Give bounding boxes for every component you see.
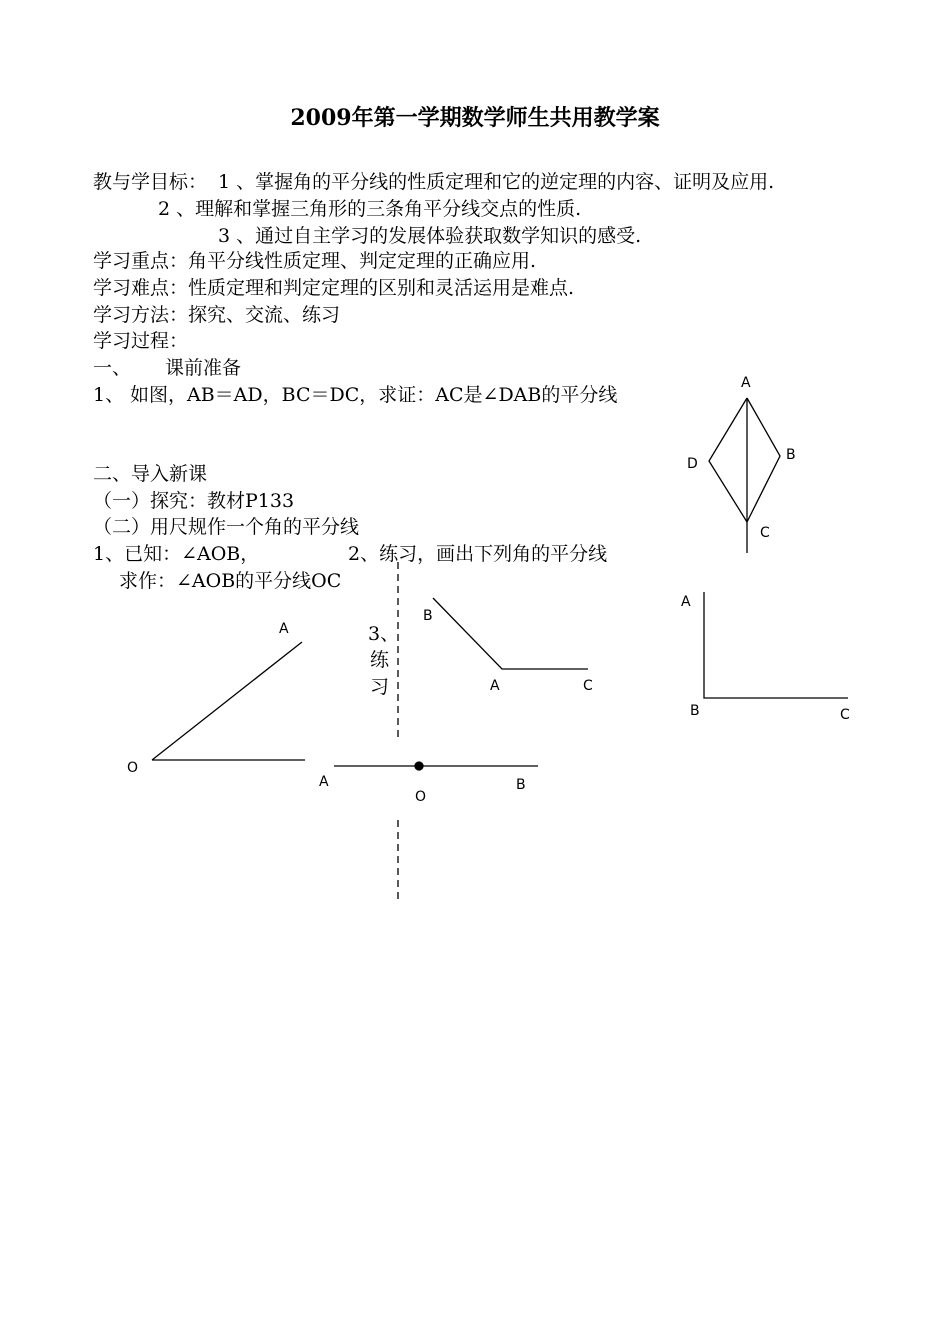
obtuse-angle-figure [433,598,588,669]
page-title: 2009年第一学期数学师生共用教学案 [290,105,660,131]
goal-item-1: 1 、掌握角的平分线的性质定理和它的逆定理的内容、证明及应用. [218,171,775,193]
obtuse-label-b: B [423,608,433,624]
goal-item-3: 3 、通过自主学习的发展体验获取数学知识的感受. [218,225,642,247]
section-2-heading: 二、导入新课 [93,463,208,485]
problem-1-text: 如图，AB＝AD，BC＝DC，求证：AC是∠DAB的平分线 [130,384,618,406]
subsection-2: （二）用尺规作一个角的平分线 [93,516,360,538]
angle-aob-figure [152,642,305,760]
kite-label-c: C [760,525,770,541]
kite-label-b: B [786,447,796,463]
goals-label: 教与学目标： [93,171,208,193]
right-angle-lines [704,592,848,698]
angle-aob-label-o: O [127,760,139,776]
exercise-3-char-2: 习 [370,676,390,698]
given-statement: 1、已知：∠AOB， [93,543,260,565]
process-heading: 学习过程： [93,330,189,352]
straight-label-b: B [516,777,526,793]
construct-statement: 求作：∠AOB的平分线OC [119,570,342,592]
right-label-c: C [840,707,850,723]
obtuse-angle-lines [433,598,588,669]
straight-label-a: A [319,774,329,790]
right-label-b: B [690,703,700,719]
straight-angle-figure [334,762,538,770]
straight-label-o: O [415,789,427,805]
difficulties: 学习难点：性质定理和判定定理的区别和灵活运用是难点. [93,277,575,299]
obtuse-label-a: A [490,678,500,694]
goal-item-2: 2 、理解和掌握三角形的三条角平分线交点的性质. [158,198,582,220]
section-1-title: 课前准备 [165,357,242,379]
problem-1-number: 1、 [93,384,125,406]
kite-label-d: D [687,456,698,472]
methods: 学习方法：探究、交流、练习 [93,304,341,326]
exercise-3-number: 3、 [368,623,400,645]
section-1-number: 一、 [93,357,132,379]
subsection-1: （一）探究：教材P133 [93,490,295,512]
kite-outline [709,398,780,522]
ray-oa [152,642,302,760]
right-label-a: A [681,594,691,610]
angle-aob-label-a: A [279,621,289,637]
key-points: 学习重点：角平分线性质定理、判定定理的正确应用. [93,250,537,272]
obtuse-label-c: C [583,678,593,694]
kite-label-a: A [741,375,751,391]
point-o [415,762,423,770]
exercise-3-char-1: 练 [370,649,390,671]
right-angle-figure [704,592,848,698]
exercise-2-prompt: 2、练习，画出下列角的平分线 [348,543,608,565]
